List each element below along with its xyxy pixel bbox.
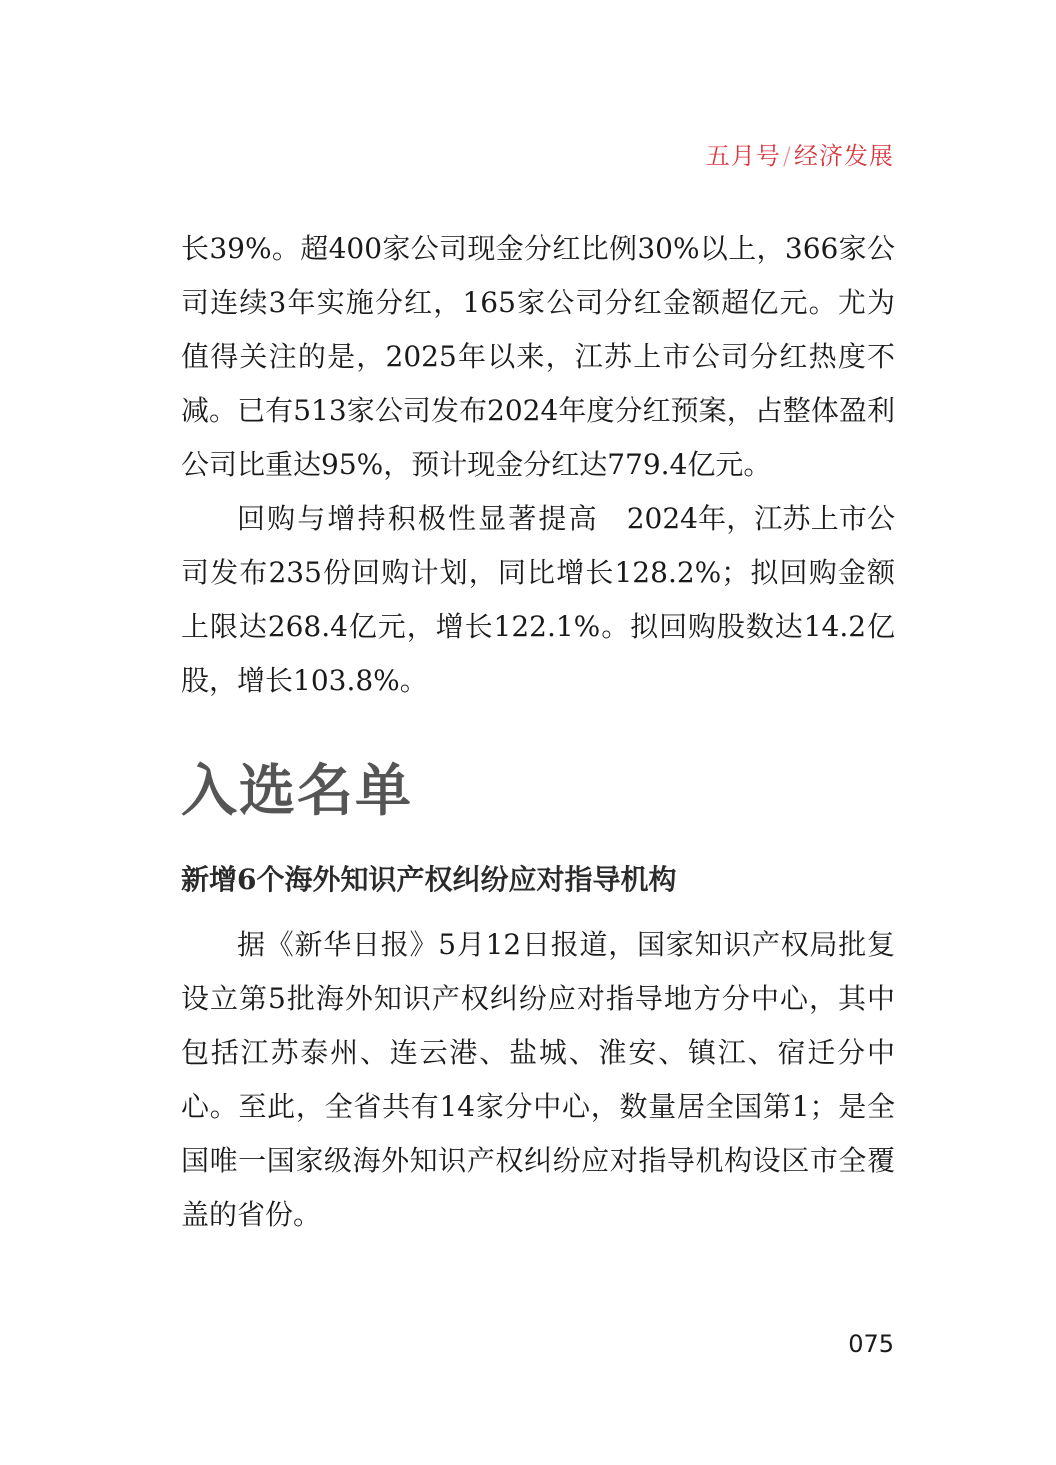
paragraph-dividends: 长39%。超400家公司现金分红比例30%以上，366家公司连续3年实施分红，165家公司分红金额超亿元。尤为值得关注的是，2025年以来，江苏上市公司分红热度不减。已有513家公司发布2024年度分红预案，占整体盈利公司比重达95%，预计现金分红达779.4亿元。 [181,232,895,481]
header-issue: 五月号 [705,142,781,170]
section-subtitle: 新增6个海外知识产权纠纷应对指导机构 [181,863,677,896]
section-title: 入选名单 [181,759,413,824]
page-number: 075 [848,1330,894,1358]
paragraph-buybacks [181,492,895,708]
header-section: 经济发展 [794,142,894,170]
running-header [706,136,894,171]
header-separator: / [782,142,792,170]
paragraph-ip-centers: 据《新华日报》5月12日报道，国家知识产权局批复设立第5批海外知识产权纠纷应对指导地方分中心，其中包括江苏泰州、连云港、盐城、淮安、镇江、宿迁分中心。至此，全省共有14家分中心，数量居全国第1；是全国唯一国家级海外知识产权纠纷应对指导机构设区市全覆盖的省份。 [181,928,895,1231]
paragraph-lead-in: 回购与增持积极性显著提高 [237,502,599,535]
paragraph-buybacks-body: 2024年，江苏上市公司发布235份回购计划，同比增长128.2%；拟回购金额上限达268.4亿元，增长122.1%。拟回购股数达14.2亿股，增长103.8%。 [181,502,895,697]
